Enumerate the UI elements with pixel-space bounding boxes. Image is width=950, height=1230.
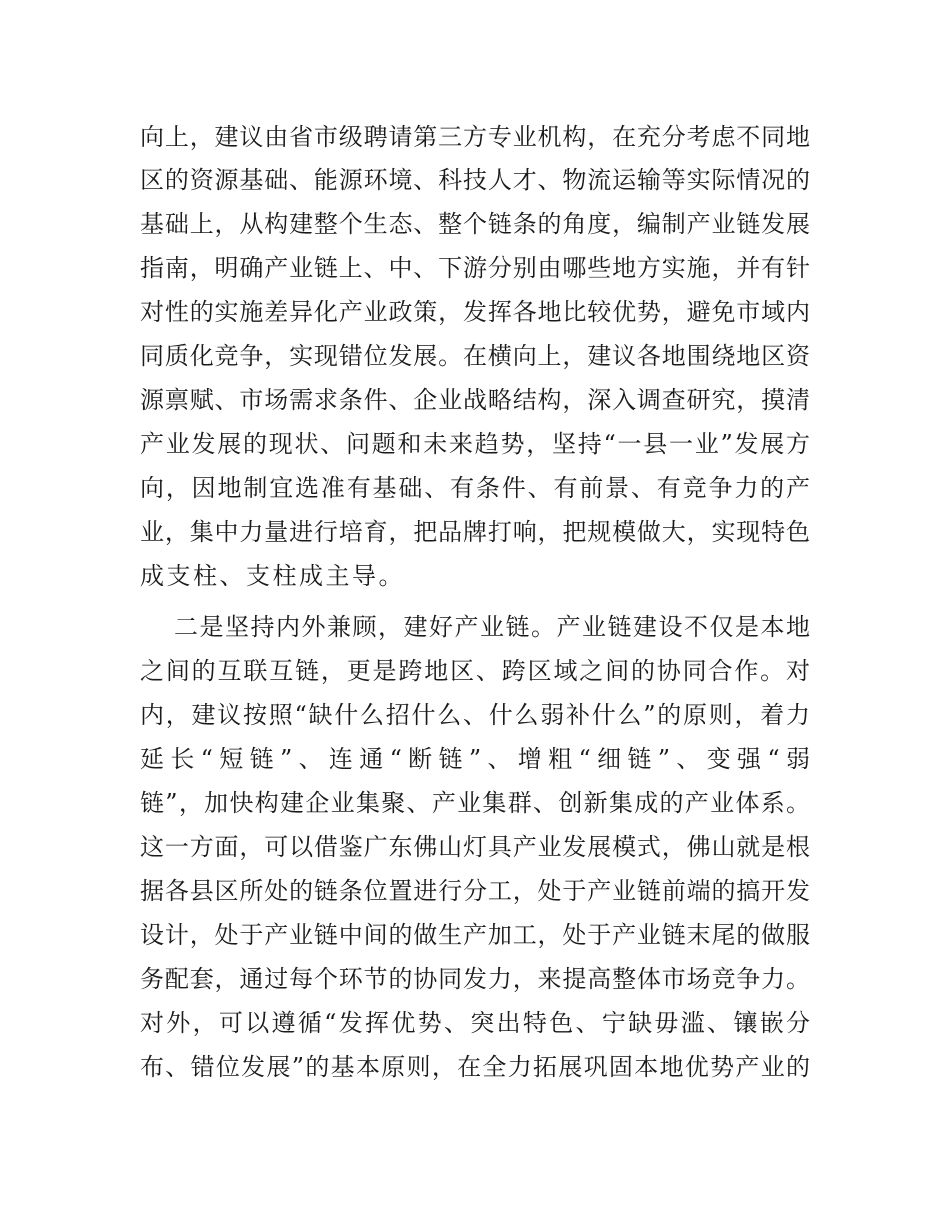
paragraph-1-line-9: 向，因地制宜选准有基础、有条件、有前景、有竞争力的产: [140, 474, 810, 502]
paragraph-1-line-10: 业，集中力量进行培育，把品牌打响，把规模做大，实现特色: [140, 518, 810, 546]
paragraph-2-line-8: 设计，处于产业链中间的做生产加工，处于产业链末尾的做服: [140, 921, 810, 949]
paragraph-2-line-9: 务配套，通过每个环节的协同发力，来提高整体市场竞争力。: [140, 965, 810, 993]
paragraph-2-line-2: 之间的互联互链，更是跨地区、跨区域之间的协同合作。对: [140, 657, 810, 685]
paragraph-1-line-2: 区的资源基础、能源环境、科技人才、物流运输等实际情况的: [140, 166, 810, 194]
paragraph-1-line-3: 基础上，从构建整个生态、整个链条的角度，编制产业链发展: [140, 210, 810, 238]
paragraph-1-line-1: 向上，建议由省市级聘请第三方专业机构，在充分考虑不同地: [140, 123, 810, 151]
paragraph-2-line-10: 对外，可以遵循“发挥优势、突出特色、宁缺毋滥、镶嵌分: [140, 1009, 810, 1037]
paragraph-1-line-11: 成支柱、支柱成主导。: [140, 562, 405, 590]
paragraph-2-line-4: 延长“短链”、连通“断链”、增粗“细链”、变强“弱: [140, 745, 810, 773]
paragraph-2-line-5: 链”，加快构建企业集聚、产业集群、创新集成的产业体系。: [140, 789, 810, 817]
paragraph-1-line-6: 同质化竞争，实现错位发展。在横向上，建议各地围绕地区资: [140, 342, 810, 370]
paragraph-1-line-4: 指南，明确产业链上、中、下游分别由哪些地方实施，并有针: [140, 254, 810, 282]
paragraph-2-line-6: 这一方面，可以借鉴广东佛山灯具产业发展模式，佛山就是根: [140, 833, 810, 861]
paragraph-2-line-7: 据各县区所处的链条位置进行分工，处于产业链前端的搞开发: [140, 877, 810, 905]
paragraph-2-line-3: 内，建议按照“缺什么招什么、什么弱补什么”的原则，着力: [140, 701, 810, 729]
paragraph-2-line-1: 二是坚持内外兼顾，建好产业链。产业链建设不仅是本地: [174, 613, 810, 641]
paragraph-1-line-5: 对性的实施差异化产业政策，发挥各地比较优势，避免市域内: [140, 298, 810, 326]
paragraph-1-line-7: 源禀赋、市场需求条件、企业战略结构，深入调查研究，摸清: [140, 386, 810, 414]
paragraph-1-line-8: 产业发展的现状、问题和未来趋势，坚持“一县一业”发展方: [140, 430, 810, 458]
paragraph-2-line-11: 布、错位发展”的基本原则，在全力拓展巩固本地优势产业的: [140, 1053, 810, 1081]
